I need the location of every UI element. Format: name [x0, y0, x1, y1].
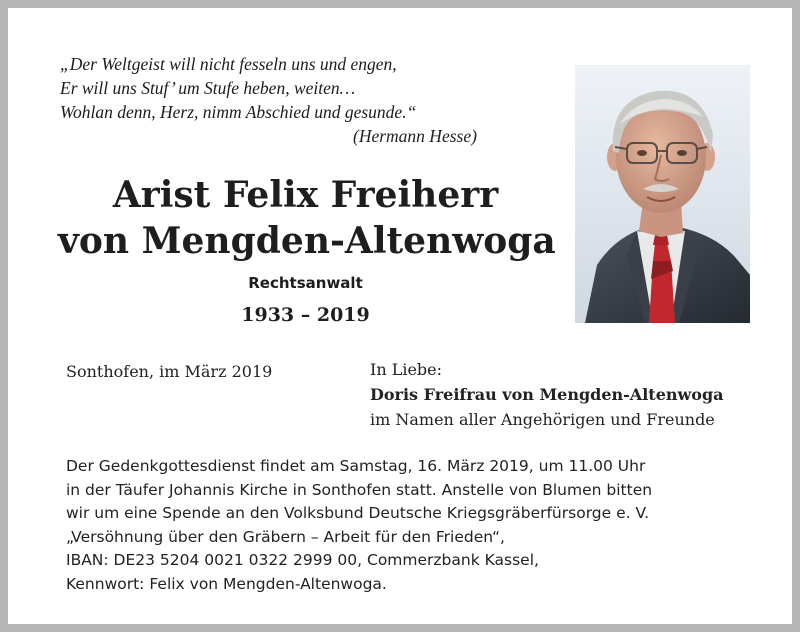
deceased-name-line2: von Mengden-Altenwoga: [58, 220, 556, 262]
notice-line: „Versöhnung über den Gräbern – Arbeit für den Frieden“,: [66, 527, 505, 546]
poem-author: (Hermann Hesse): [353, 126, 477, 146]
mourner-name: Doris Freifrau von Mengden-Altenwoga: [370, 385, 724, 404]
notice-line: Der Gedenkgottesdienst findet am Samstag, 16. März 2019, um 11.00 Uhr: [66, 457, 646, 475]
deceased-years: 1933 – 2019: [241, 304, 370, 326]
service-notice: [66, 455, 652, 596]
notice-iban: IBAN: DE23 5204 0021 0322 2999 00, Commerzbank Kassel,: [66, 551, 539, 569]
notice-keyword: Kennwort: Felix von Mengden-Altenwoga.: [66, 574, 387, 593]
poem-line: Er will uns Stuf’ um Stufe heben, weiten…: [60, 78, 356, 98]
poem-line: „Der Weltgeist will nicht fesseln uns und engen,: [60, 54, 397, 74]
portrait-photo: [575, 65, 750, 323]
notice-line: wir um eine Spende an den Volksbund Deutsche Kriegsgräberfürsorge e. V.: [66, 504, 650, 522]
mourners-intro: In Liebe:: [370, 360, 443, 379]
poem-line: Wohlan denn, Herz, nimm Abschied und gesunde.“: [60, 102, 417, 122]
poem-quote: [60, 52, 416, 124]
place-and-date: Sonthofen, im März 2019: [66, 362, 273, 381]
mourners-family: im Namen aller Angehörigen und Freunde: [370, 410, 715, 429]
deceased-name-line1: Arist Felix Freiherr: [112, 174, 499, 216]
notice-line: in der Täufer Johannis Kirche in Sonthofen statt. Anstelle von Blumen bitten: [66, 480, 653, 499]
deceased-profession: Rechtsanwalt: [248, 274, 363, 292]
mourners-block: [370, 357, 724, 432]
